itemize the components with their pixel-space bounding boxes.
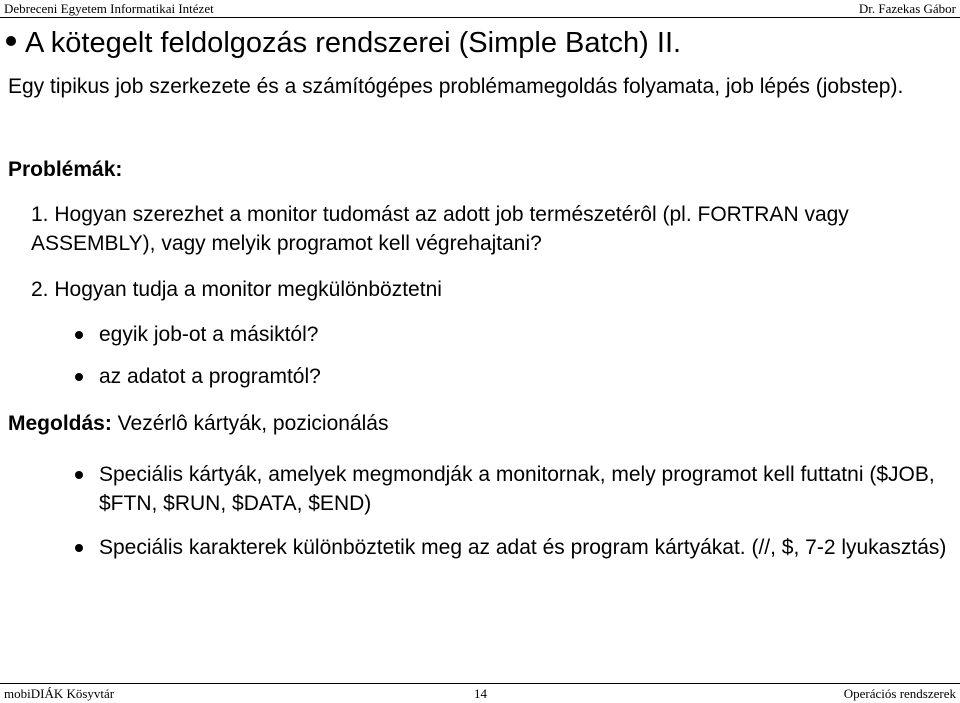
problem-item-2: 2. Hogyan tudja a monitor megkülönböztetni	[31, 278, 442, 301]
problems-label: Problémák:	[8, 158, 123, 181]
solution-bullet-1	[99, 460, 939, 518]
bullet-icon	[75, 471, 83, 479]
slide-title-text: A kötegelt feldolgozás rendszerei (Simple Batch) II.	[25, 27, 682, 59]
page-number: 14	[474, 686, 487, 701]
bullet-icon	[75, 544, 83, 552]
intro-paragraph: Egy tipikus job szerkezete és a számítógépes problémamegoldás folyamata, job lépés (jobstep).	[8, 75, 904, 98]
problem-subitem-2	[99, 362, 321, 391]
solution-text: Vezérlô kártyák, pozicionálás	[111, 412, 389, 435]
slide-title	[6, 25, 681, 61]
problem-subitem-1	[99, 320, 318, 349]
problem-subitem-text: az adatot a programtól?	[99, 365, 321, 388]
bullet-icon	[75, 373, 83, 381]
title-bullet-icon	[6, 36, 16, 46]
solution-bullet-text: Speciális kártyák, amelyek megmondják a monitornak, mely programot kell futtatni ($JOB, $FTN, $RUN, $DATA, $END)	[99, 463, 935, 515]
footer-divider	[0, 683, 960, 684]
footer-course: Operációs rendszerek	[843, 686, 956, 701]
header-divider	[0, 17, 960, 18]
solution-heading	[8, 410, 388, 438]
problem-item-1: 1. Hogyan szerezhet a monitor tudomást az adott job természetérôl (pl. FORTRAN vagy ASSEMBLY), vagy melyik programot kell végrehajtani?	[31, 203, 849, 255]
solution-bullet-text: Speciális karakterek különböztetik meg az adat és program kártyákat. (//, $, 7-2 lyukasztás)	[99, 536, 947, 559]
problem-subitem-text: egyik job-ot a másiktól?	[99, 323, 319, 346]
solution-bullet-2	[99, 533, 957, 562]
footer-library: mobiDIÁK Kösyvtár	[4, 686, 115, 701]
bullet-icon	[75, 331, 83, 339]
header-author: Dr. Fazekas Gábor	[858, 1, 956, 16]
header-institution: Debreceni Egyetem Informatikai Intézet	[4, 1, 214, 16]
solution-label: Megoldás:	[8, 412, 112, 435]
problems-heading	[8, 156, 122, 184]
